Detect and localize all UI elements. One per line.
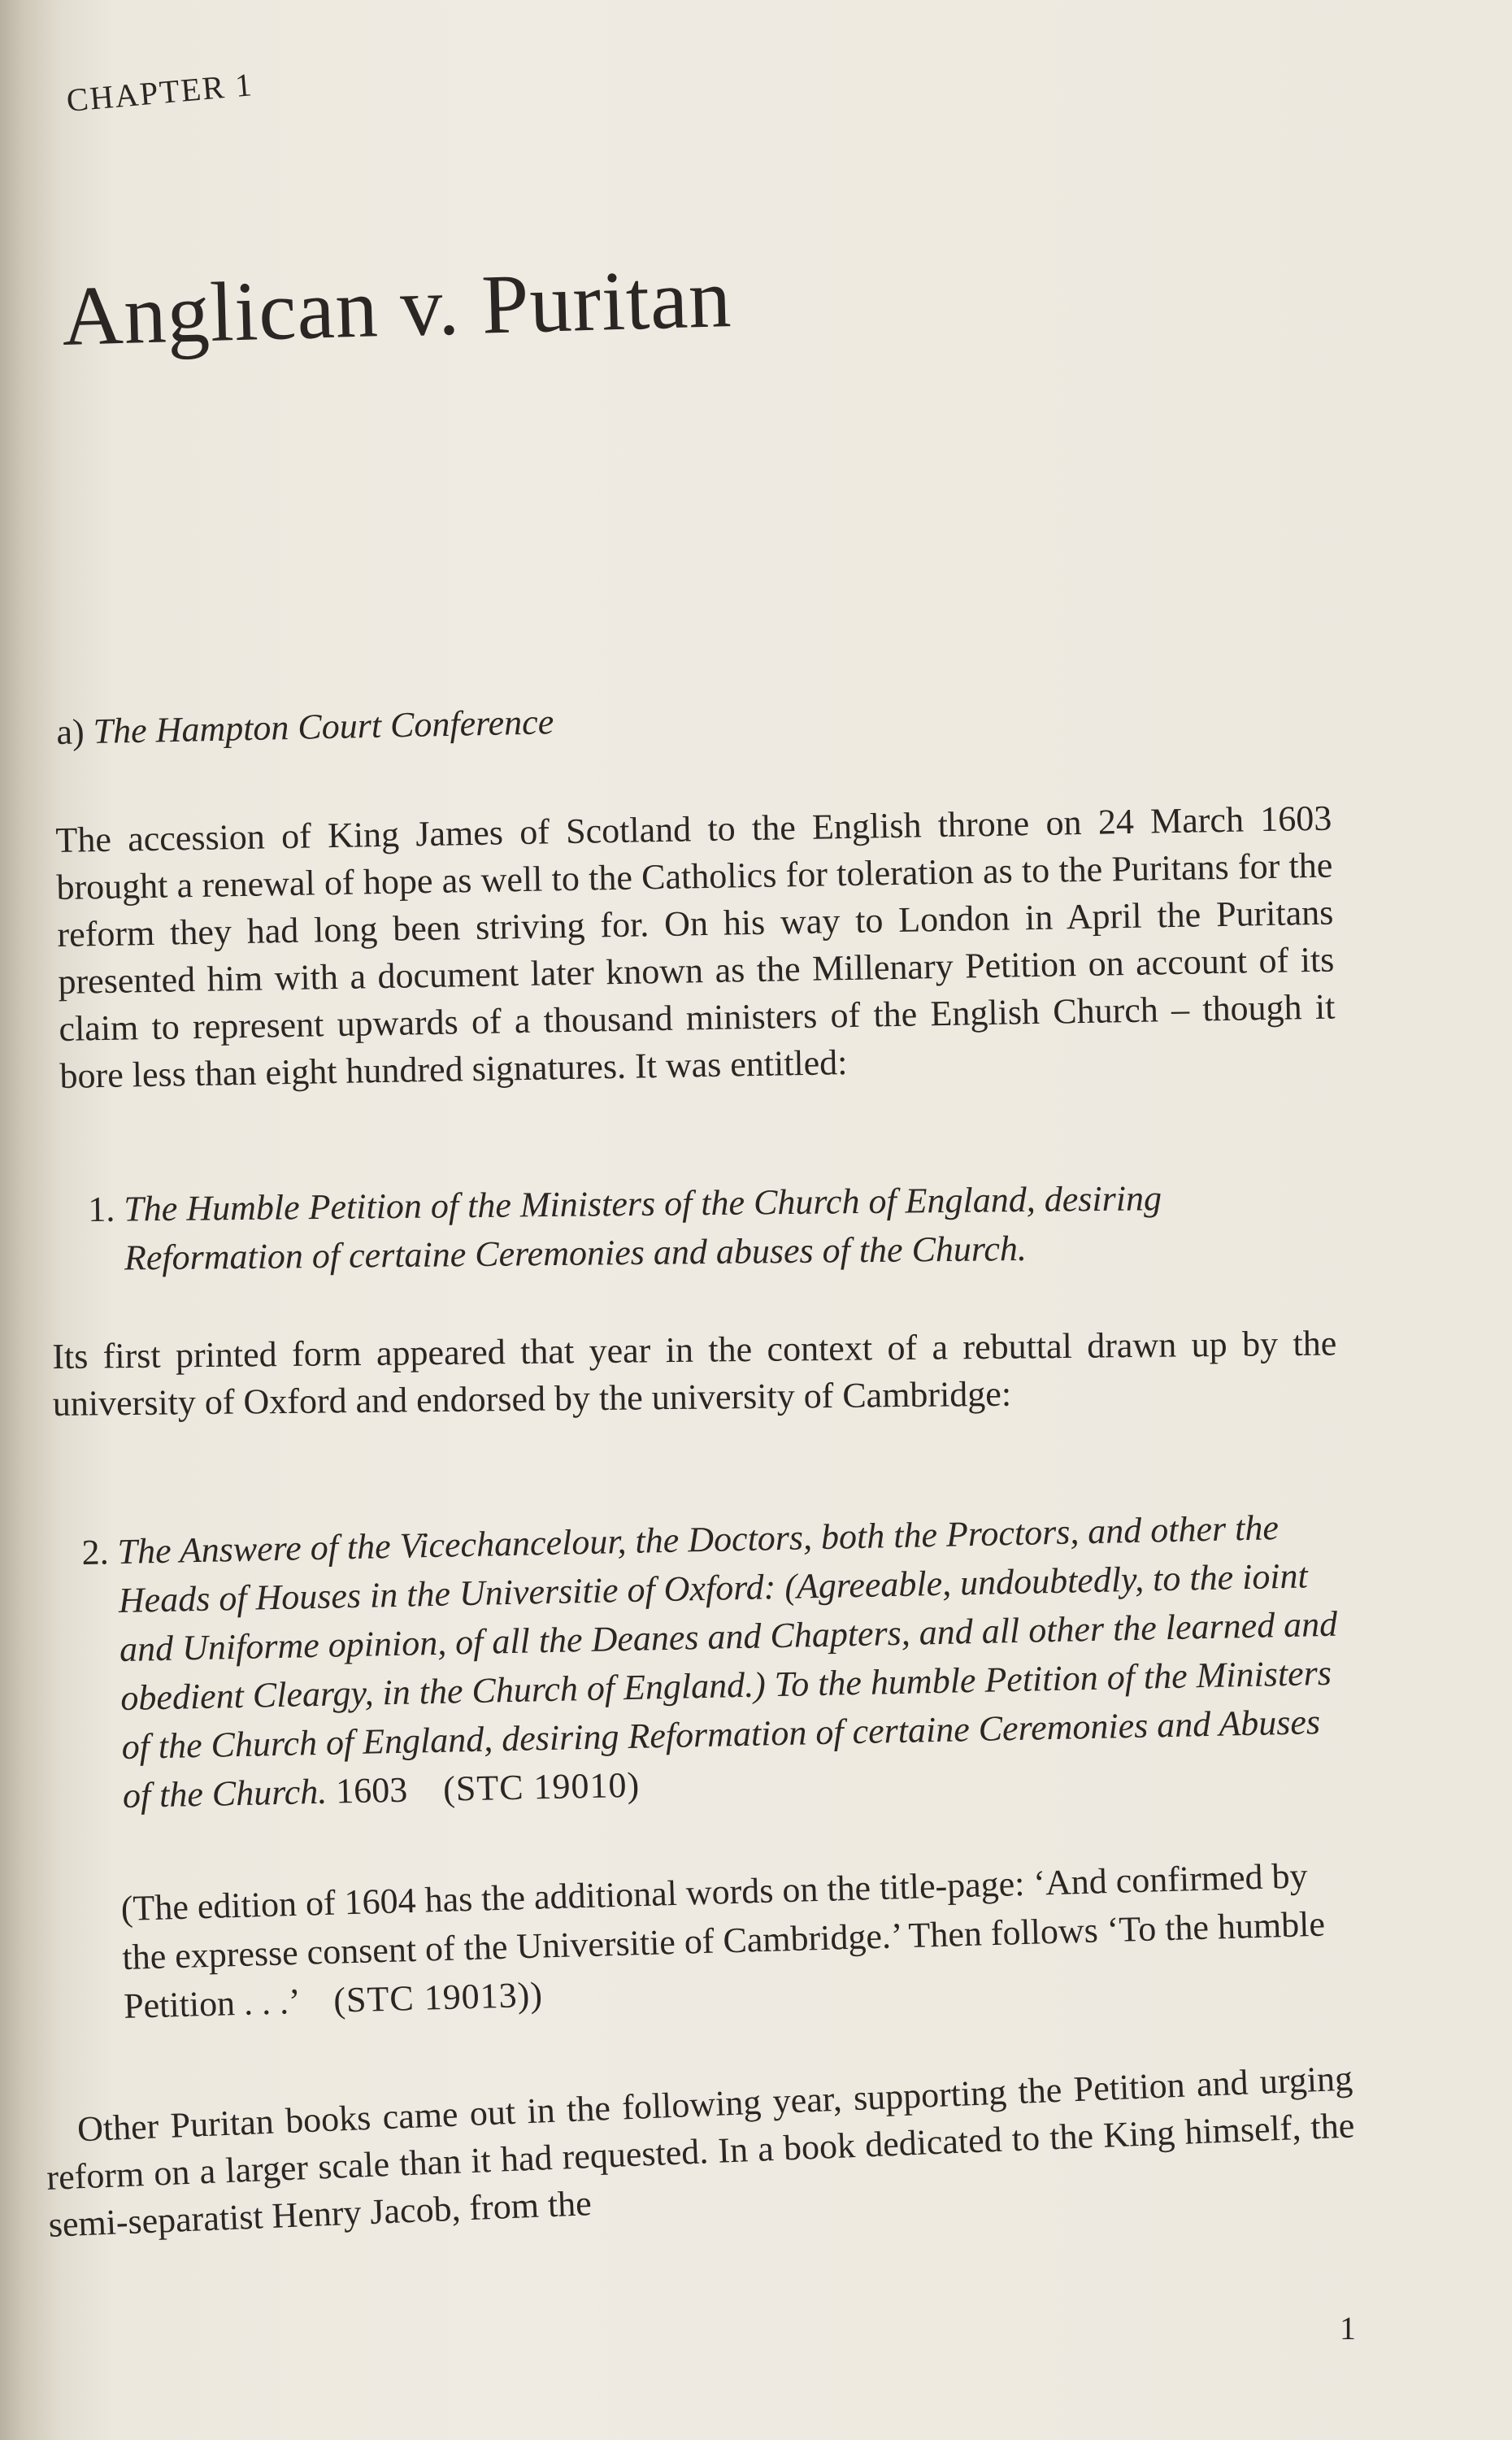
chapter-label: CHAPTER 1 bbox=[64, 66, 255, 120]
citation-title: The Answere of the Vicechancelour, the Doctors, both the Proctors, and other the Heads of Houses in the Universitie of Oxford: (Agreeable, undoubtedly, to the ioint and Uniforme opinion, of all the Deanes and Chapters, and all other the learned and obedient Cleargy, in the Church of England.) To the humble Petition of the Ministers of the Church of England, desiring Reformation of certaine Ceremonies and Abuses of the Church. bbox=[117, 1507, 1338, 1816]
paragraph-first-printed: Its first printed form appeared that year in the context of a rebuttal drawn up by the university of Oxford and endorsed by the university of Cambridge: bbox=[52, 1323, 1337, 1424]
paragraph-text: Other Puritan books came out in the following year, supporting the Petition and urging reform on a larger scale than it had requested. In a book dedicated to the King himself, the semi-separatist Henry Jacob, from the bbox=[46, 2058, 1356, 2245]
citation-number: 1. bbox=[88, 1189, 115, 1229]
paragraph-accession: The accession of King James of Scotland to the English throne on 24 March 1603 brought a renewal of hope as well to the Catholics for toleration as to the Puritans for the reform they had long been striving for. On his way to London in April the Puritans presented him with a document later known as the Millenary Petition on account of its claim to represent upwards of a thousand ministers of the English Church – though it bore less than eight hundred signatures. It was entitled: bbox=[55, 798, 1336, 1096]
citation-year: 1603 bbox=[335, 1769, 408, 1812]
citation-number: 2. bbox=[81, 1532, 110, 1572]
section-heading-text: The Hampton Court Conference bbox=[93, 702, 554, 752]
citation-note-stc: (STC 19013)) bbox=[332, 1974, 544, 2020]
paragraph-indent bbox=[46, 2141, 78, 2142]
citation-title: The Humble Petition of the Ministers of the Church of England, desiring Reformation of certaine Ceremonies and abuses of the Church. bbox=[124, 1178, 1162, 1278]
page-number: 1 bbox=[1340, 2310, 1356, 2346]
chapter-title: Anglican v. Puritan bbox=[60, 251, 733, 364]
section-heading bbox=[56, 701, 554, 753]
citation-oxford-answere bbox=[81, 1502, 1355, 1821]
section-marker: a) bbox=[55, 711, 85, 753]
citation-note-text: (The edition of 1604 has the additional words on the title-page: ‘And confirmed by the expresse consent of the Universitie of Cambridge.’ Then follows ‘To the humble Petition . . .’ bbox=[120, 1855, 1326, 2026]
citation-millenary-petition bbox=[88, 1172, 1340, 1283]
citation-stc: (STC 19010) bbox=[442, 1764, 641, 1809]
paragraph-other-puritan-books bbox=[44, 2055, 1358, 2248]
citation-edition-note bbox=[120, 1851, 1343, 2031]
